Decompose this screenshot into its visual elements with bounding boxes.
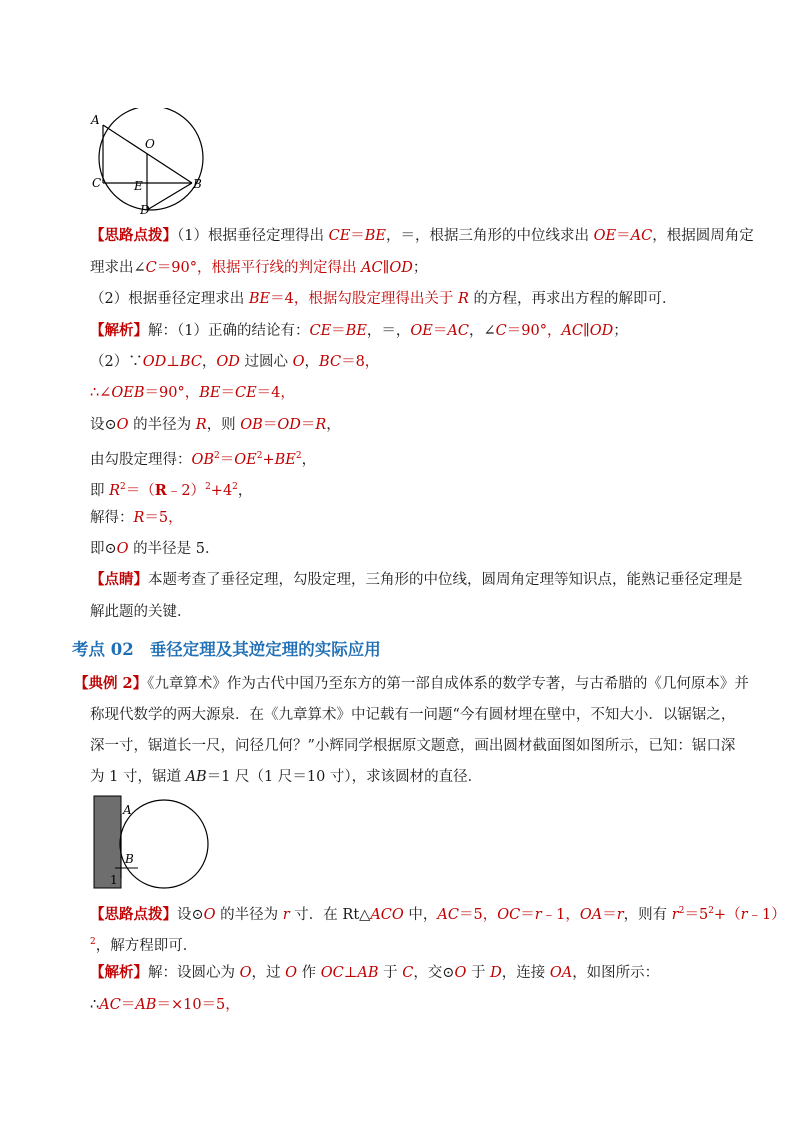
hint-line-3: （2）根据垂径定理求出 BE＝4，根据勾股定理得出关于 R 的方程，再求出方程的解即可． <box>90 291 677 307</box>
label-one: 1 <box>110 873 118 887</box>
solution-line-2: （2）∵OD⊥BC，OD 过圆心 O，BC＝8， <box>90 354 380 370</box>
solution-line-8: 即⊙O 的半径是 5． <box>90 541 220 557</box>
solution-line-1: 【解析】解：（1）正确的结论有：CE＝BE，＝，OE＝AC，∠C＝90°，AC∥OD； <box>90 322 628 339</box>
circle-o <box>99 108 203 210</box>
example-line-2: 称现代数学的两大源泉．在《九章算术》中记载有一问题“今有圆材埋在壁中，不知大小．以锯锯之， <box>90 707 736 723</box>
note-line-2: 解此题的关键． <box>90 604 192 620</box>
solution-line-3: ∴∠OEB＝90°，BE＝CE＝4， <box>90 385 295 401</box>
label-o: O <box>145 137 155 151</box>
label-d: D <box>140 203 150 217</box>
section-number: 考点 02 <box>72 640 134 659</box>
example-line-3: 深一寸，锯道长一尺，问径几何？”小辉同学根据原文题意，画出圆材截面图如图所示，已知：锯口深 <box>90 738 736 754</box>
label-a: A <box>91 113 100 127</box>
log-cross-section <box>120 800 208 888</box>
hint2-tag: 【思路点拨】 <box>90 906 177 923</box>
example-tag: 【典例 2】 <box>74 675 148 692</box>
hint-tag: 【思路点拨】 <box>90 227 177 244</box>
geometry-figure-wall-circle <box>88 792 214 892</box>
label-a: A <box>123 803 132 817</box>
solution-tag: 【解析】 <box>90 322 148 339</box>
solution2-tag: 【解析】 <box>90 964 148 981</box>
section-title: 垂径定理及其逆定理的实际应用 <box>149 640 381 659</box>
solution-line-5: 由勾股定理得：$OB^2=OE^2+BE^2$， <box>90 451 317 468</box>
solution-line-7: 解得：R＝5， <box>90 510 183 526</box>
geometry-figure-circle-triangle <box>88 108 214 220</box>
hint2-line-1: 【思路点拨】设⊙O 的半径为 r 寸．在 Rt△ACO 中，AC＝5，OC＝r﹣1，OA＝r，则有 $r^2=5^2+(r﹣1)$ <box>90 906 786 923</box>
label-e: E <box>134 179 143 193</box>
label-b: B <box>125 852 134 866</box>
solution-line-4: 设⊙O 的半径为 R，则 OB＝OD＝R， <box>90 417 341 433</box>
label-c: C <box>92 176 102 190</box>
hint-line-1: 【思路点拨】（1）根据垂径定理得出 CE＝BE，＝，根据三角形的中位线求出 OE＝AC，根据圆周角定 <box>90 227 754 244</box>
example-line-4: 为 1 寸，锯道 AB＝1 尺（1 尺＝10 寸），求该圆材的直径． <box>90 769 483 785</box>
hint2-line-2: $^2$，解方程即可． <box>90 937 198 954</box>
note-tag: 【点睛】 <box>90 571 148 588</box>
solution2-line-2: ∴AC＝AB＝×10＝5， <box>90 997 240 1013</box>
note-line-1: 【点睛】本题考查了垂径定理，勾股定理，三角形的中位线，圆周角定理等知识点，能熟记垂径定理是 <box>90 571 743 588</box>
solution-line-6: 即 $R^2=(R﹣2)^2+4^2$， <box>90 482 253 499</box>
example-line-1: 【典例 2】《九章算术》作为古代中国乃至东方的第一部自成体系的数学专著，与古希腊的《几何原本》并 <box>74 675 749 692</box>
hint-line-2: 理求出∠C＝90°，根据平行线的判定得出 AC∥OD； <box>90 260 428 276</box>
solution2-line-1: 【解析】解：设圆心为 O，过 O 作 OC⊥AB 于 C，交⊙O 于 D，连接 OA，如图所示： <box>90 964 660 981</box>
label-b: B <box>193 177 202 191</box>
section-heading <box>72 636 381 660</box>
